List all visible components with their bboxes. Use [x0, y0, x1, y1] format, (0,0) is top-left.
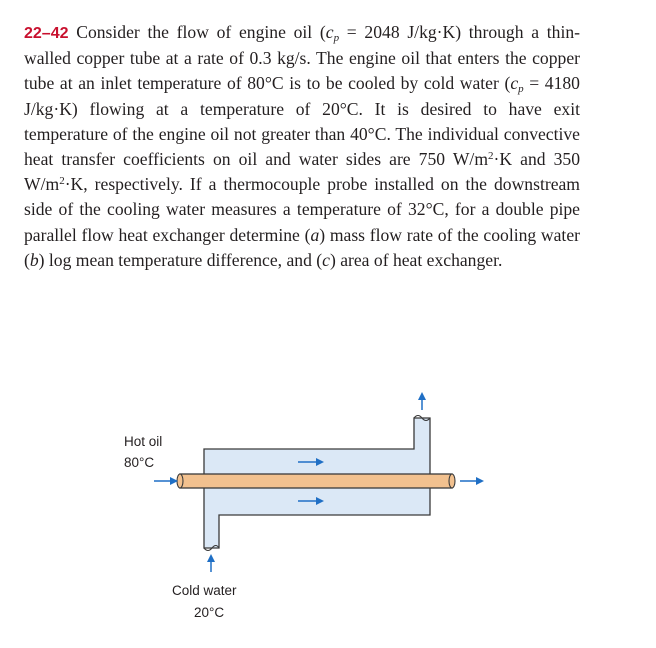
text-seg-16: ) area of heat exchanger.: [329, 249, 503, 270]
hot-oil-label: Hot oil: [124, 434, 163, 449]
hot-oil-temp: 80°C: [124, 455, 155, 470]
part-b-letter: b: [29, 249, 39, 270]
part-c-letter: c: [322, 249, 330, 270]
text-seg-12: ) mass flow rate of the cooling water (: [24, 224, 580, 270]
text-seg-10: ·K, respectively. If a thermocouple probe installed on the downstream side of the cooling water measures a temperature of 32°C, for a double pipe parallel flow heat exchanger determine (: [24, 174, 580, 245]
cp-symbol-1: c: [325, 22, 334, 42]
superscript-squared-2: 2: [59, 175, 65, 188]
text-seg-6: = 4180 J/kg·K) flowing at a temperature of 20°C. It is desired to have exit temperature of the engine oil not greater than 40°C. The individual convective heat transfer coefficients on oil and water sides are 750 W/m: [24, 73, 580, 170]
cp-symbol-2: c: [510, 73, 519, 94]
cold-water-temp: 20°C: [194, 605, 225, 620]
text-seg-0: Consider the flow of engine oil (: [68, 22, 326, 42]
cold-water-label: Cold water: [172, 583, 237, 598]
text-seg-8: ·K and 350 W/m: [24, 149, 581, 195]
superscript-squared-1: 2: [488, 150, 494, 163]
oil-tube-outlet-end: [449, 474, 455, 488]
text-seg-3: = 2048 J/kg·K) through a thin-walled copper tube at a rate of 0.3 kg/s. The engine oil that enters the copper tube at an inlet temperature of 80°C is to be cooled by cold water (: [24, 22, 580, 94]
part-a-letter: a: [310, 224, 320, 245]
oil-tube: [180, 474, 452, 488]
cp-subscript-2: p: [518, 83, 524, 96]
oil-tube-inlet-end: [177, 474, 183, 488]
cp-subscript-1: p: [333, 32, 340, 44]
problem-number: 22–42: [24, 25, 69, 42]
text-seg-14: ) log mean temperature difference, and (: [38, 249, 323, 270]
